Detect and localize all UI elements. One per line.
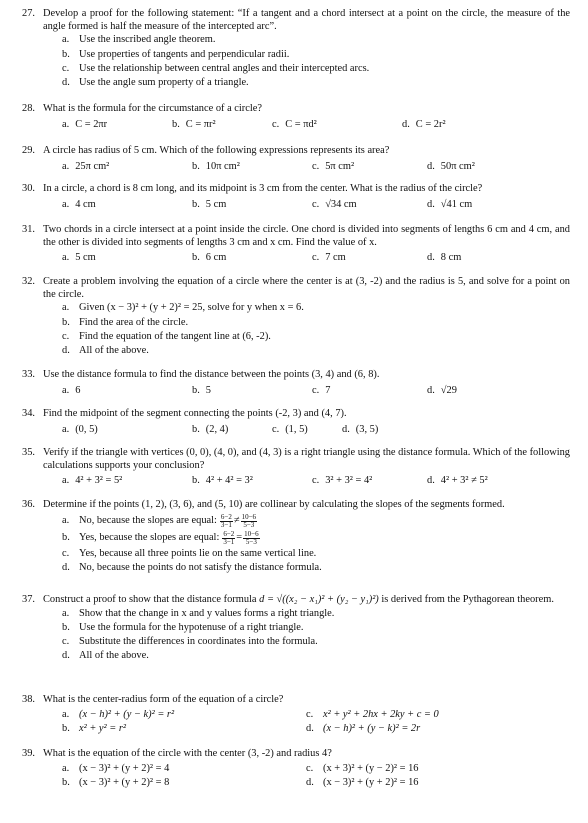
option-d[interactable]: d. (x − 3)² + (y + 2)² = 16 [306, 776, 419, 788]
option-c[interactable]: c. 7 [312, 384, 331, 396]
option-b[interactable]: b. 10π cm² [192, 160, 240, 172]
option-d[interactable]: d. No, because the points do not satisfy the distance formula. [62, 561, 322, 573]
question-stem: What is the center-radius form of the equation of a circle? [43, 694, 284, 705]
question-number: 30. [22, 183, 35, 194]
option-a[interactable]: a. 4² + 3² = 5² [62, 475, 123, 487]
option-c[interactable]: c. 5π cm² [312, 160, 355, 172]
option-d[interactable]: d. All of the above. [62, 650, 149, 662]
slope-fraction: $\frac{6-2}{3-1}$ [220, 512, 232, 529]
option-a[interactable]: a. No, because the slopes are equal: $\frac{6-2}{3-1}$ ≠ $\frac{10-6}{5-3}$ [62, 512, 257, 529]
option-b[interactable]: b. Find the area of the circle. [62, 316, 189, 328]
question-number: 35. [22, 447, 35, 458]
option-a[interactable]: a. 25π cm² [62, 160, 110, 172]
question-37 [22, 594, 570, 664]
question-number: 39. [22, 748, 35, 759]
question-number: 33. [22, 369, 35, 380]
option-d[interactable]: d. All of the above. [62, 344, 149, 356]
option-b[interactable]: b. Use the formula for the hypotenuse of a right triangle. [62, 621, 304, 633]
option-a[interactable]: a. 6 [62, 384, 81, 396]
question-35 [22, 447, 570, 489]
question-stem: Determine if the points (1, 2), (3, 6), and (5, 10) are collinear by calculating the slopes of the segments formed. [43, 499, 505, 510]
option-b[interactable]: b. (x − 3)² + (y + 2)² = 8 [62, 776, 170, 788]
question-stem: What is the formula for the circumstance of a circle? [43, 103, 262, 114]
option-c[interactable]: c. √34 cm [312, 198, 357, 210]
option-c[interactable]: c. Find the equation of the tangent line at (6, -2). [62, 330, 271, 342]
option-b[interactable]: b. x² + y² = r² [62, 722, 127, 734]
option-a[interactable]: a. (x − h)² + (y − k)² = r² [62, 708, 175, 720]
option-d[interactable]: d. 50π cm² [427, 160, 475, 172]
question-28 [22, 103, 570, 133]
option-a[interactable]: a. 5 cm [62, 252, 96, 264]
question-stem: In a circle, a chord is 8 cm long, and its midpoint is 3 cm from the center. What is the radius of the circle? [43, 183, 483, 194]
question-34 [22, 408, 570, 438]
question-39 [22, 748, 570, 791]
question-number: 29. [22, 145, 35, 156]
question-stem: Find the midpoint of the segment connecting the points (-2, 3) and (4, 7). [43, 408, 347, 419]
question-27 [22, 8, 570, 91]
option-a[interactable]: a. Given (x − 3)² + (y + 2)² = 25, solve for y when x = 6. [62, 302, 304, 314]
option-c[interactable]: c. 3² + 3² = 4² [312, 475, 373, 487]
option-d[interactable]: d. 8 cm [427, 252, 462, 264]
slope-fraction: $\frac{6-2}{3-1}$ [223, 529, 235, 546]
option-a[interactable]: a. (0, 5) [62, 423, 98, 435]
option-c[interactable]: c. C = πd² [272, 118, 317, 130]
slope-fraction: $\frac{10-6}{5-3}$ [244, 529, 259, 546]
option-c[interactable]: c. (x + 3)² + (y − 2)² = 16 [306, 762, 419, 774]
question-stem: Create a problem involving the equation of a circle where the center is at (3, -2) and the radius is 5, and solve for a point on the circle. [43, 276, 570, 300]
option-c[interactable]: c. (1, 5) [272, 423, 308, 435]
question-30 [22, 183, 570, 213]
option-b[interactable]: b. 6 cm [192, 252, 227, 264]
question-stem: Use the distance formula to find the distance between the points (3, 4) and (6, 8). [43, 369, 380, 380]
option-c[interactable]: c. Yes, because all three points lie on the same vertical line. [62, 547, 317, 559]
question-number: 27. [22, 8, 35, 19]
question-number: 28. [22, 103, 35, 114]
slope-fraction: $\frac{10-6}{5-3}$ [241, 512, 257, 529]
question-stem: Two chords in a circle intersect at a point inside the circle. One chord is divided into segments of lengths 6 cm and 4 cm, and the other is divided into segments of lengths 3 cm and x cm. Find the value of x. [43, 224, 570, 248]
option-d[interactable]: d. C = 2r² [402, 118, 446, 130]
question-31 [22, 224, 570, 266]
question-stem: Verify if the triangle with vertices (0, 0), (4, 0), and (4, 3) is a right triangle using the distance formula. Which of the following calculations supports your conclusion? [43, 447, 570, 471]
option-d[interactable]: d. 4² + 3² ≠ 5² [427, 475, 488, 487]
option-a[interactable]: a. C = 2πr [62, 118, 108, 130]
question-stem: Construct a proof to show that the distance formula d = √((x₂ − x₁)² + (y₂ − y₁)²) is derived from the Pythagorean theorem. [43, 594, 554, 605]
option-a[interactable]: a. Show that the change in x and y values forms a right triangle. [62, 607, 335, 619]
option-d[interactable]: d. √29 [427, 384, 457, 396]
option-d[interactable]: d. √41 cm [427, 198, 473, 210]
option-a[interactable]: a. Use the inscribed angle theorem. [62, 34, 216, 46]
option-d[interactable]: d. Use the angle sum property of a triangle. [62, 76, 249, 88]
question-32 [22, 276, 570, 359]
question-number: 32. [22, 276, 35, 287]
question-33 [22, 369, 570, 399]
option-a[interactable]: a. 4 cm [62, 198, 96, 210]
option-d[interactable]: d. (3, 5) [342, 423, 379, 435]
option-c[interactable]: c. x² + y² + 2hx + 2ky + c = 0 [306, 708, 439, 720]
question-number: 31. [22, 224, 35, 235]
question-number: 38. [22, 694, 35, 705]
option-c[interactable]: c. Use the relationship between central angles and their intercepted arcs. [62, 62, 370, 74]
option-b[interactable]: b. (2, 4) [192, 423, 229, 435]
question-number: 37. [22, 594, 35, 605]
option-b[interactable]: b. 5 cm [192, 198, 227, 210]
option-c[interactable]: c. Substitute the differences in coordinates into the formula. [62, 636, 318, 648]
option-b[interactable]: b. 4² + 4² = 3² [192, 475, 253, 487]
question-stem: A circle has radius of 5 cm. Which of the following expressions represents its area? [43, 145, 390, 156]
option-b[interactable]: b. C = πr² [172, 118, 216, 130]
option-c[interactable]: c. 7 cm [312, 252, 346, 264]
question-29 [22, 145, 570, 175]
option-d[interactable]: d. (x − h)² + (y − k)² = 2r [306, 722, 421, 734]
question-number: 34. [22, 408, 35, 419]
distance-formula: d = √((x₂ − x₁)² + (y₂ − y₁)²) [259, 594, 379, 605]
option-b[interactable]: b. Yes, because the slopes are equal: $\frac{6-2}{3-1}$ = $\frac{10-6}{5-3}$ [62, 529, 259, 546]
question-stem: Develop a proof for the following statement: “If a tangent and a chord intersect at a point on the circle, the measure of the angle formed is half the measure of the intercepted arc”. [43, 8, 570, 32]
option-b[interactable]: b. Use properties of tangents and perpendicular radii. [62, 48, 290, 60]
question-number: 36. [22, 499, 35, 510]
question-38 [22, 694, 570, 737]
option-b[interactable]: b. 5 [192, 384, 211, 396]
option-a[interactable]: a. (x − 3)² + (y + 2)² = 4 [62, 762, 170, 774]
question-36 [22, 499, 570, 576]
question-stem: What is the equation of the circle with the center (3, -2) and radius 4? [43, 748, 332, 759]
